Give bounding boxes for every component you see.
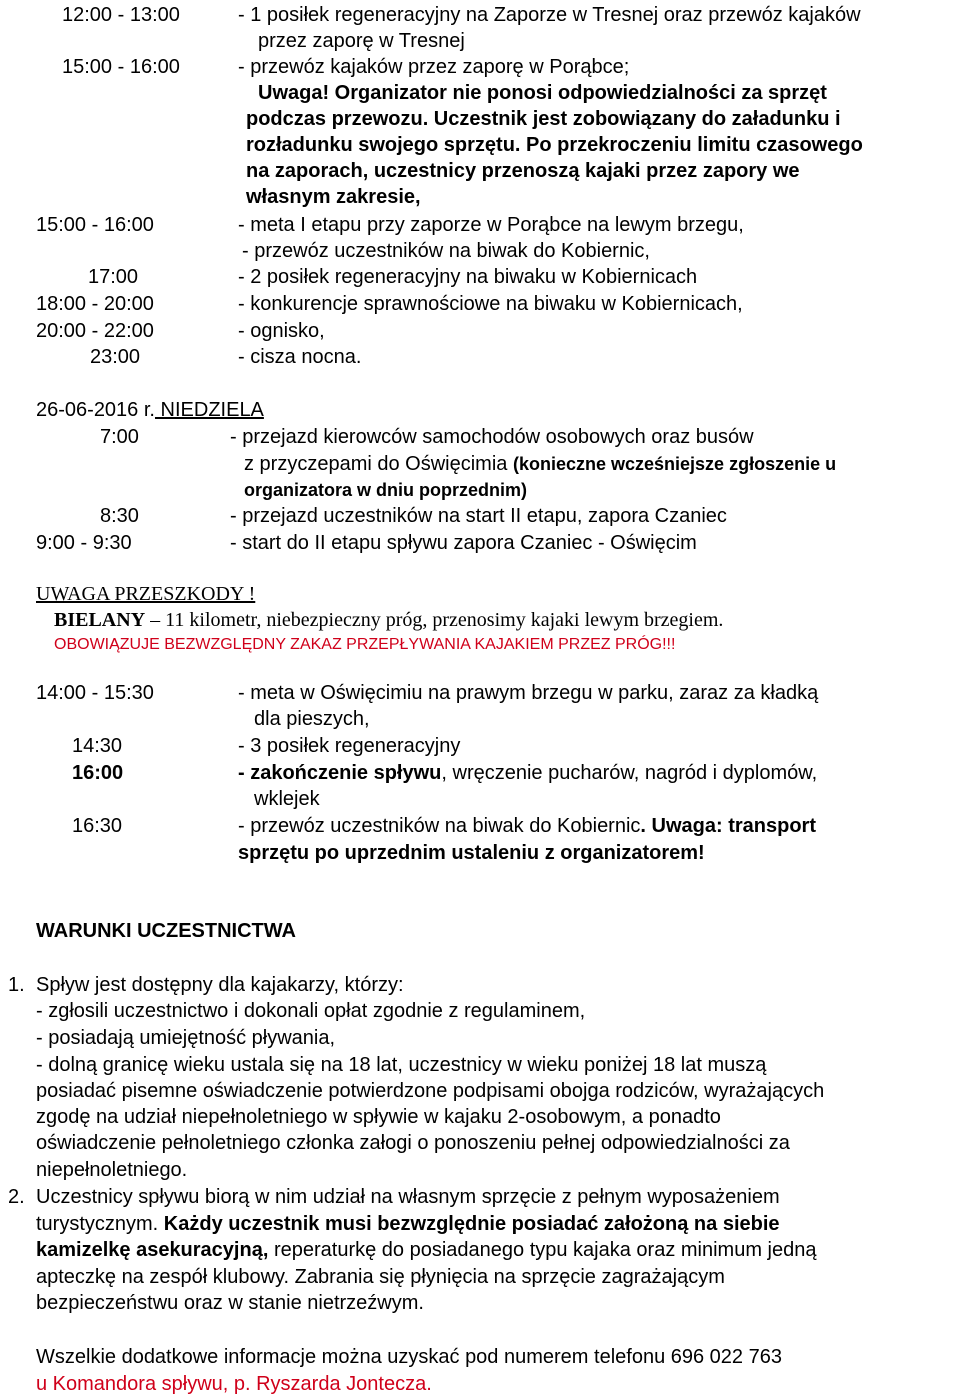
condition-1-a: - zgłosili uczestnictwo i dokonali opłat zgodnie z regulaminem, (36, 1000, 586, 1022)
item-finish-stage-1: - meta I etapu przy zaporze w Porąbce na lewym brzegu, (238, 214, 744, 236)
condition-2-text: Uczestnicy spływu biorą w nim udział na własnym sprzęcie z pełnym wyposażeniem (36, 1186, 780, 1208)
item-meal-1: - 1 posiłek regeneracyjny na Zaporze w Tresnej oraz przewóz kajaków (238, 4, 861, 26)
time-8-30: 8:30 (100, 505, 139, 527)
condition-2-a: turystycznym. Każdy uczestnik musi bezwzględnie posiadać założoną na siebie (36, 1213, 780, 1235)
item-closing-cont: wklejek (254, 788, 320, 810)
item-transport-kobiernice: - przewóz uczestników na biwak do Kobiernic. Uwaga: transport (238, 815, 816, 837)
item-meal-2: - 2 posiłek regeneracyjny na biwaku w Kobiernicach (238, 266, 698, 288)
item-closing: - zakończenie spływu, wręczenie pucharów, nagród i dyplomów, (238, 762, 818, 784)
condition-1-b: - posiadają umiejętność pływania, (36, 1027, 336, 1049)
item-competitions: - konkurencje sprawnościowe na biwaku w Kobiernicach, (238, 293, 743, 315)
item-transfer-start: - przejazd uczestników na start II etapu, zapora Czaniec (230, 505, 727, 527)
time-16-30: 16:30 (72, 815, 123, 837)
note-line-2: podczas przewozu. Uczestnik jest zobowiązany do załadunku i (246, 108, 841, 130)
time-17-00: 17:00 (88, 266, 139, 288)
item-finish-oswiecim-cont: dla pieszych, (254, 708, 370, 730)
time-12-00: 12:00 - 13:00 (62, 4, 180, 26)
time-18-00: 18:00 - 20:00 (36, 293, 154, 315)
condition-1-d: posiadać pisemne oświadczenie potwierdzone podpisami obojga rodziców, wyrażających (36, 1080, 825, 1102)
condition-2-b: kamizelkę asekuracyjną, reperaturkę do posiadanego typu kajaka oraz minimum jedną (36, 1239, 817, 1261)
condition-1-f: oświadczenie pełnoletniego członka załogi o ponoszeniu pełnej odpowiedzialności za (36, 1132, 790, 1154)
note-line-4: na zaporach, uczestnicy przenoszą kajaki przez zapory we (246, 160, 800, 182)
item-drivers-transfer: - przejazd kierowców samochodów osobowych oraz busów (230, 426, 754, 448)
condition-2-number: 2. (8, 1186, 25, 1208)
item-drivers-transfer-cont: z przyczepami do Oświęcimia (konieczne wcześniejsze zgłoszenie u (244, 453, 837, 475)
contact-info: Wszelkie dodatkowe informacje można uzyskać pod numerem telefonu 696 022 763 (36, 1346, 782, 1368)
time-7-00: 7:00 (100, 426, 139, 448)
item-start-stage-2: - start do II etapu spływu zapora Czaniec - Oświęcim (230, 532, 697, 554)
sunday-heading: 26-06-2016 r. NIEDZIELA (36, 399, 264, 421)
condition-2-c: apteczkę na zespół klubowy. Zabrania się płynięcia na sprzęcie zagrażającym (36, 1266, 725, 1288)
time-20-00: 20:00 - 22:00 (36, 320, 154, 342)
condition-2-d: bezpieczeństwu oraz w stanie nietrzeźwym. (36, 1292, 424, 1314)
condition-1-g: niepełnoletniego. (36, 1159, 188, 1181)
time-16-00: 16:00 (72, 762, 124, 784)
item-transport-camp: - przewóz uczestników na biwak do Kobiernic, (242, 240, 650, 262)
item-bonfire: - ognisko, (238, 320, 325, 342)
item-transport-porabka: - przewóz kajaków przez zaporę w Porąbce; (238, 56, 630, 78)
item-finish-oswiecim: - meta w Oświęcimiu na prawym brzegu w parku, zaraz za kładką (238, 682, 819, 704)
condition-1-e: zgodę na udział niepełnoletniego w spływie w kajaku 2-osobowym, a ponadto (36, 1106, 721, 1128)
item-meal-3: - 3 posiłek regeneracyjny (238, 735, 461, 757)
condition-1-number: 1. (8, 974, 25, 996)
note-line-3: rozładunku swojego sprzętu. Po przekroczeniu limitu czasowego (246, 134, 863, 156)
time-9-00: 9:00 - 9:30 (36, 532, 132, 554)
condition-1-c: - dolną granicę wieku ustala się na 18 lat, uczestnicy w wieku poniżej 18 lat muszą (36, 1054, 767, 1076)
time-14-30: 14:30 (72, 735, 123, 757)
contact-person: u Komandora spływu, p. Ryszarda Jontecza. (36, 1373, 432, 1395)
conditions-title: WARUNKI UCZESTNICTWA (36, 920, 296, 942)
item-meal-1-cont: przez zaporę w Tresnej (258, 30, 465, 52)
time-14-00: 14:00 - 15:30 (36, 682, 154, 704)
warning-ban: OBOWIĄZUJE BEZWZGLĘDNY ZAKAZ PRZEPŁYWANIA KAJAKIEM PRZEZ PRÓG!!! (54, 636, 676, 653)
note-line-5: własnym zakresie, (246, 186, 421, 208)
warning-title: UWAGA PRZESZKODY ! (36, 583, 256, 605)
item-drivers-transfer-note: organizatora w dniu poprzednim) (244, 480, 527, 500)
note-line-1: Uwaga! Organizator nie ponosi odpowiedzialności za sprzęt (258, 82, 827, 104)
time-15-00-a: 15:00 - 16:00 (62, 56, 180, 78)
time-15-00-b: 15:00 - 16:00 (36, 214, 154, 236)
warning-bielany: BIELANY – 11 kilometr, niebezpieczny próg, przenosimy kajaki lewym brzegiem. (54, 609, 724, 631)
time-23-00: 23:00 (90, 346, 141, 368)
item-night-silence: - cisza nocna. (238, 346, 362, 368)
condition-1-text: Spływ jest dostępny dla kajakarzy, którzy: (36, 974, 404, 996)
item-transport-note: sprzętu po uprzednim ustaleniu z organizatorem! (238, 842, 705, 864)
